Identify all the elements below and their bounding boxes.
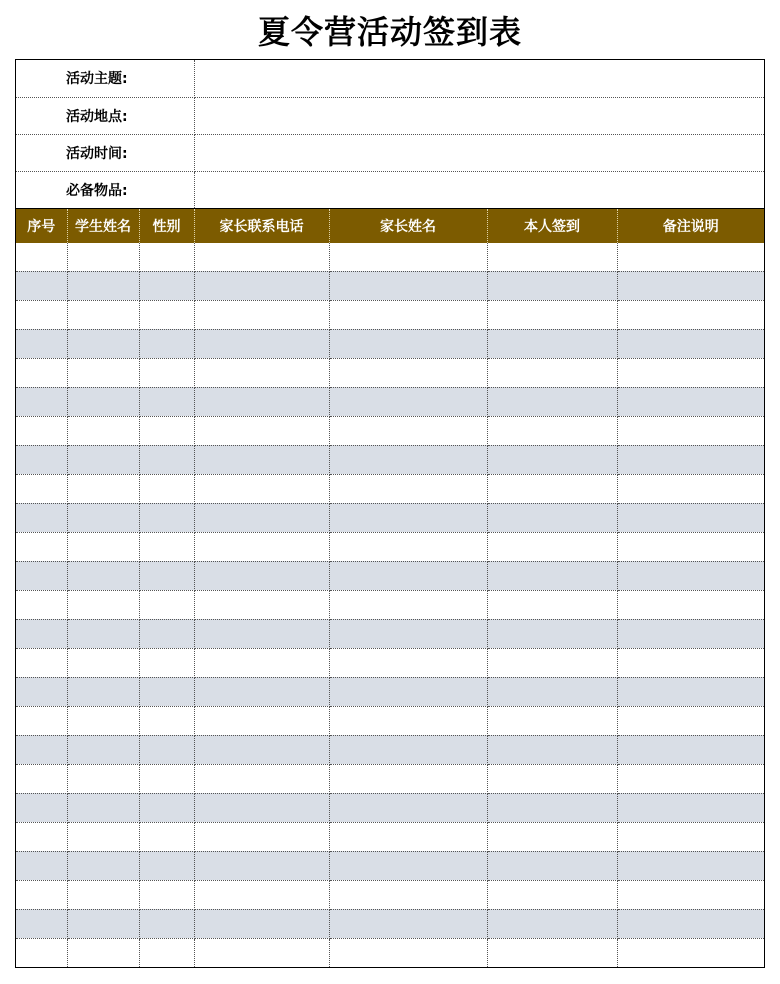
table-row <box>16 300 764 329</box>
table-row <box>16 793 764 822</box>
table-cell[interactable] <box>139 677 194 706</box>
table-cell[interactable] <box>194 300 329 329</box>
table-cell[interactable] <box>487 822 617 851</box>
table-row <box>16 619 764 648</box>
table-row <box>16 880 764 909</box>
table-cell[interactable] <box>487 445 617 474</box>
table-cell[interactable] <box>194 938 329 967</box>
table-cell[interactable] <box>329 532 487 561</box>
info-label: 活动地点: <box>16 97 194 134</box>
table-cell[interactable] <box>67 590 139 619</box>
table-cell[interactable] <box>329 793 487 822</box>
table-cell[interactable] <box>617 880 764 909</box>
sheet-title: 夏令营活动签到表 <box>257 13 522 51</box>
table-cell[interactable] <box>67 243 139 272</box>
table-cell[interactable] <box>16 387 67 416</box>
table-cell[interactable] <box>16 909 67 938</box>
table-cell[interactable] <box>617 590 764 619</box>
table-cell[interactable] <box>194 358 329 387</box>
activity-info-table <box>16 60 764 209</box>
table-cell[interactable] <box>487 880 617 909</box>
table-cell[interactable] <box>194 822 329 851</box>
table-cell[interactable] <box>487 590 617 619</box>
table-cell[interactable] <box>617 445 764 474</box>
table-cell[interactable] <box>617 648 764 677</box>
table-cell[interactable] <box>194 474 329 503</box>
table-cell[interactable] <box>617 735 764 764</box>
table-cell[interactable] <box>617 793 764 822</box>
table-cell[interactable] <box>16 271 67 300</box>
info-value-cell[interactable] <box>194 171 764 208</box>
table-cell[interactable] <box>67 822 139 851</box>
table-cell[interactable] <box>487 243 617 272</box>
table-cell[interactable] <box>487 358 617 387</box>
table-cell[interactable] <box>487 416 617 445</box>
table-cell[interactable] <box>194 764 329 793</box>
table-cell[interactable] <box>139 271 194 300</box>
table-cell[interactable] <box>617 358 764 387</box>
table-cell[interactable] <box>329 329 487 358</box>
table-cell[interactable] <box>617 387 764 416</box>
table-cell[interactable] <box>139 474 194 503</box>
column-header: 家长联系电话 <box>194 209 329 243</box>
table-cell[interactable] <box>139 532 194 561</box>
column-header: 备注说明 <box>617 209 764 243</box>
table-cell[interactable] <box>67 503 139 532</box>
table-cell[interactable] <box>617 503 764 532</box>
table-cell[interactable] <box>329 909 487 938</box>
table-cell[interactable] <box>67 561 139 590</box>
table-cell[interactable] <box>139 590 194 619</box>
info-value-cell[interactable] <box>194 97 764 134</box>
table-cell[interactable] <box>617 532 764 561</box>
info-value-cell[interactable] <box>194 134 764 171</box>
table-cell[interactable] <box>194 735 329 764</box>
table-cell[interactable] <box>139 735 194 764</box>
table-row <box>16 851 764 880</box>
table-cell[interactable] <box>139 822 194 851</box>
table-row <box>16 329 764 358</box>
table-cell[interactable] <box>67 706 139 735</box>
table-cell[interactable] <box>329 503 487 532</box>
table-cell[interactable] <box>487 503 617 532</box>
table-cell[interactable] <box>16 416 67 445</box>
table-cell[interactable] <box>329 474 487 503</box>
table-cell[interactable] <box>67 648 139 677</box>
table-cell[interactable] <box>329 822 487 851</box>
table-cell[interactable] <box>194 880 329 909</box>
column-header: 序号 <box>16 209 67 243</box>
column-header: 家长姓名 <box>329 209 487 243</box>
table-cell[interactable] <box>329 445 487 474</box>
table-cell[interactable] <box>329 880 487 909</box>
table-cell[interactable] <box>139 358 194 387</box>
table-cell[interactable] <box>487 677 617 706</box>
table-cell[interactable] <box>16 851 67 880</box>
table-cell[interactable] <box>16 474 67 503</box>
table-cell[interactable] <box>487 474 617 503</box>
table-cell[interactable] <box>16 445 67 474</box>
table-cell[interactable] <box>67 938 139 967</box>
table-cell[interactable] <box>16 532 67 561</box>
table-cell[interactable] <box>16 561 67 590</box>
table-cell[interactable] <box>16 793 67 822</box>
table-cell[interactable] <box>139 561 194 590</box>
table-cell[interactable] <box>194 561 329 590</box>
table-cell[interactable] <box>67 358 139 387</box>
table-cell[interactable] <box>194 445 329 474</box>
table-cell[interactable] <box>67 735 139 764</box>
table-cell[interactable] <box>67 619 139 648</box>
table-cell[interactable] <box>139 851 194 880</box>
table-cell[interactable] <box>67 909 139 938</box>
info-value-cell[interactable] <box>194 60 764 97</box>
table-cell[interactable] <box>16 938 67 967</box>
info-row <box>16 134 764 171</box>
table-cell[interactable] <box>16 300 67 329</box>
table-cell[interactable] <box>67 880 139 909</box>
table-cell[interactable] <box>67 416 139 445</box>
table-cell[interactable] <box>487 793 617 822</box>
table-cell[interactable] <box>617 300 764 329</box>
table-row <box>16 358 764 387</box>
table-cell[interactable] <box>67 329 139 358</box>
sign-in-table <box>16 209 764 967</box>
table-cell[interactable] <box>329 590 487 619</box>
table-cell[interactable] <box>16 358 67 387</box>
table-cell[interactable] <box>16 822 67 851</box>
table-row <box>16 706 764 735</box>
table-row <box>16 561 764 590</box>
table-cell[interactable] <box>487 561 617 590</box>
table-cell[interactable] <box>329 271 487 300</box>
table-cell[interactable] <box>139 387 194 416</box>
table-cell[interactable] <box>487 648 617 677</box>
table-cell[interactable] <box>67 677 139 706</box>
table-cell[interactable] <box>139 243 194 272</box>
table-cell[interactable] <box>617 706 764 735</box>
table-cell[interactable] <box>139 445 194 474</box>
table-cell[interactable] <box>617 909 764 938</box>
table-cell[interactable] <box>487 387 617 416</box>
table-row <box>16 416 764 445</box>
table-cell[interactable] <box>139 648 194 677</box>
table-cell[interactable] <box>487 619 617 648</box>
table-cell[interactable] <box>67 851 139 880</box>
table-cell[interactable] <box>487 532 617 561</box>
table-row <box>16 445 764 474</box>
table-row <box>16 271 764 300</box>
table-cell[interactable] <box>487 300 617 329</box>
table-cell[interactable] <box>194 590 329 619</box>
table-cell[interactable] <box>329 387 487 416</box>
table-row <box>16 590 764 619</box>
table-cell[interactable] <box>329 648 487 677</box>
info-row <box>16 171 764 208</box>
table-cell[interactable] <box>329 358 487 387</box>
table-cell[interactable] <box>487 735 617 764</box>
table-cell[interactable] <box>139 938 194 967</box>
table-cell[interactable] <box>16 590 67 619</box>
table-cell[interactable] <box>194 329 329 358</box>
table-cell[interactable] <box>16 735 67 764</box>
table-cell[interactable] <box>329 416 487 445</box>
info-label: 活动主题: <box>16 60 194 97</box>
table-cell[interactable] <box>329 735 487 764</box>
table-cell[interactable] <box>194 416 329 445</box>
table-cell[interactable] <box>194 851 329 880</box>
table-cell[interactable] <box>329 938 487 967</box>
table-cell[interactable] <box>194 793 329 822</box>
info-row <box>16 60 764 97</box>
table-row <box>16 532 764 561</box>
table-cell[interactable] <box>617 271 764 300</box>
table-row <box>16 677 764 706</box>
table-cell[interactable] <box>194 243 329 272</box>
table-cell[interactable] <box>194 503 329 532</box>
table-cell[interactable] <box>617 764 764 793</box>
table-row <box>16 822 764 851</box>
table-cell[interactable] <box>329 677 487 706</box>
table-cell[interactable] <box>16 648 67 677</box>
table-cell[interactable] <box>139 880 194 909</box>
table-cell[interactable] <box>16 880 67 909</box>
table-cell[interactable] <box>16 619 67 648</box>
table-cell[interactable] <box>139 300 194 329</box>
table-cell[interactable] <box>194 909 329 938</box>
table-cell[interactable] <box>16 706 67 735</box>
table-cell[interactable] <box>617 474 764 503</box>
table-cell[interactable] <box>617 851 764 880</box>
table-cell[interactable] <box>617 938 764 967</box>
table-cell[interactable] <box>139 503 194 532</box>
table-cell[interactable] <box>329 619 487 648</box>
column-header: 本人签到 <box>487 209 617 243</box>
table-cell[interactable] <box>329 764 487 793</box>
table-cell[interactable] <box>487 851 617 880</box>
table-cell[interactable] <box>487 909 617 938</box>
table-cell[interactable] <box>617 561 764 590</box>
table-cell[interactable] <box>67 271 139 300</box>
info-label: 活动时间: <box>16 134 194 171</box>
table-cell[interactable] <box>67 387 139 416</box>
table-cell[interactable] <box>329 851 487 880</box>
sign-in-sheet <box>15 59 765 968</box>
column-header: 性别 <box>139 209 194 243</box>
table-cell[interactable] <box>329 706 487 735</box>
table-cell[interactable] <box>16 764 67 793</box>
table-cell[interactable] <box>139 619 194 648</box>
table-cell[interactable] <box>67 532 139 561</box>
table-cell[interactable] <box>139 793 194 822</box>
table-cell[interactable] <box>194 532 329 561</box>
table-cell[interactable] <box>139 329 194 358</box>
table-cell[interactable] <box>487 271 617 300</box>
table-cell[interactable] <box>487 764 617 793</box>
table-cell[interactable] <box>194 677 329 706</box>
table-cell[interactable] <box>617 822 764 851</box>
table-cell[interactable] <box>67 793 139 822</box>
table-cell[interactable] <box>329 561 487 590</box>
table-cell[interactable] <box>16 243 67 272</box>
table-row <box>16 474 764 503</box>
table-cell[interactable] <box>617 243 764 272</box>
info-row <box>16 97 764 134</box>
table-cell[interactable] <box>16 503 67 532</box>
table-cell[interactable] <box>16 329 67 358</box>
table-cell[interactable] <box>329 300 487 329</box>
table-cell[interactable] <box>67 764 139 793</box>
table-cell[interactable] <box>67 474 139 503</box>
table-cell[interactable] <box>139 764 194 793</box>
table-cell[interactable] <box>194 648 329 677</box>
table-cell[interactable] <box>617 677 764 706</box>
table-cell[interactable] <box>487 938 617 967</box>
table-row <box>16 243 764 272</box>
table-cell[interactable] <box>487 329 617 358</box>
table-header-row <box>16 209 764 243</box>
table-cell[interactable] <box>194 387 329 416</box>
column-header: 学生姓名 <box>67 209 139 243</box>
table-cell[interactable] <box>16 677 67 706</box>
table-cell[interactable] <box>194 706 329 735</box>
table-row <box>16 909 764 938</box>
table-cell[interactable] <box>139 706 194 735</box>
table-cell[interactable] <box>194 271 329 300</box>
table-cell[interactable] <box>194 619 329 648</box>
table-row <box>16 503 764 532</box>
table-row <box>16 764 764 793</box>
table-cell[interactable] <box>487 706 617 735</box>
table-row <box>16 648 764 677</box>
table-cell[interactable] <box>617 329 764 358</box>
table-cell[interactable] <box>617 416 764 445</box>
table-cell[interactable] <box>67 445 139 474</box>
table-cell[interactable] <box>329 243 487 272</box>
table-cell[interactable] <box>67 300 139 329</box>
info-label: 必备物品: <box>16 171 194 208</box>
table-row <box>16 735 764 764</box>
table-cell[interactable] <box>139 416 194 445</box>
table-cell[interactable] <box>617 619 764 648</box>
table-row <box>16 387 764 416</box>
table-row <box>16 938 764 967</box>
table-cell[interactable] <box>139 909 194 938</box>
